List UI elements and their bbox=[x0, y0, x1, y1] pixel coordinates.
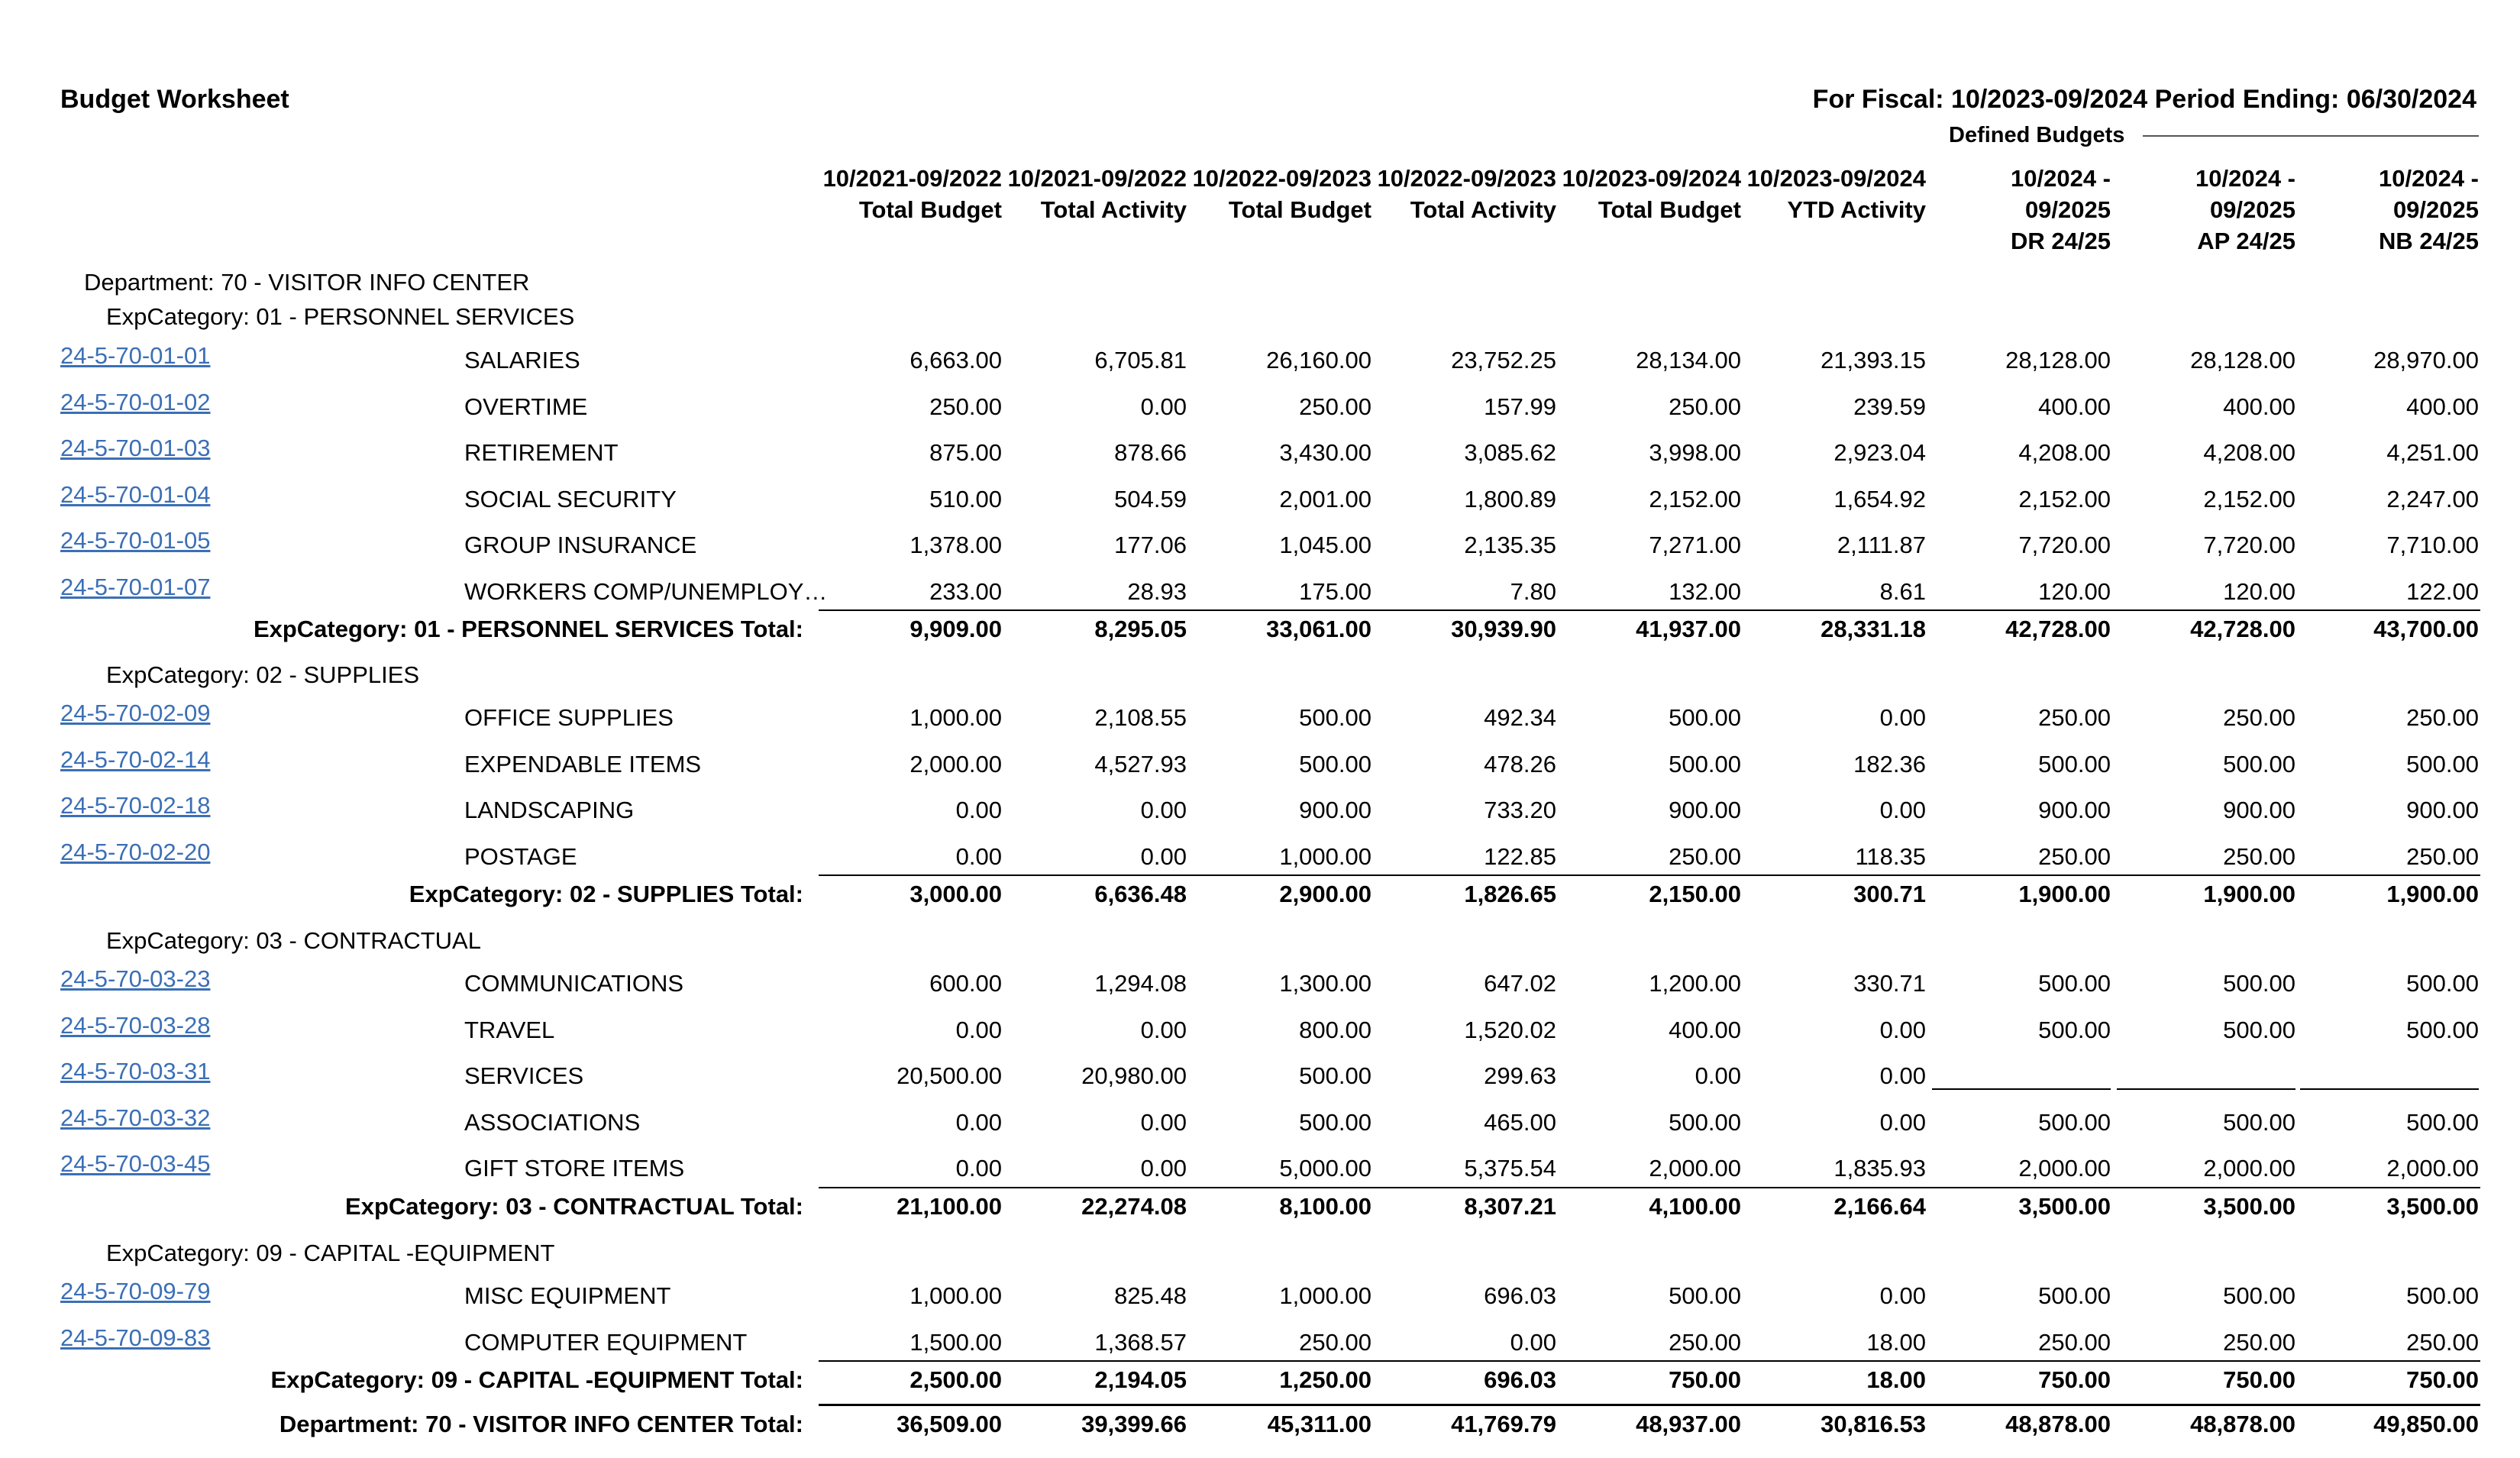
category-total-amount: 21,100.00 bbox=[897, 1193, 1002, 1220]
amount-cell: 23,752.25 bbox=[1451, 347, 1556, 373]
amount-cell: 1,654.92 bbox=[1833, 485, 1926, 512]
category-total-rule bbox=[819, 1187, 2480, 1188]
amount-cell: 0.00 bbox=[1879, 797, 1926, 824]
department-total-label: Department: 70 - VISITOR INFO CENTER Total: bbox=[279, 1411, 803, 1437]
department-total-rule bbox=[819, 1404, 2480, 1406]
column-header-line2: 09/2025 bbox=[2024, 196, 2111, 223]
account-link[interactable]: 24-5-70-01-01 bbox=[60, 342, 211, 369]
amount-cell: 250.00 bbox=[1299, 1328, 1371, 1356]
amount-cell: 500.00 bbox=[2406, 1282, 2479, 1309]
amount-cell: 500.00 bbox=[2038, 750, 2111, 777]
department-total-amount: 36,509.00 bbox=[897, 1411, 1002, 1437]
category-total-amount: 8,307.21 bbox=[1464, 1193, 1556, 1220]
column-header-line1: 10/2023-09/2024 bbox=[1562, 165, 1741, 192]
amount-cell: 2,108.55 bbox=[1094, 704, 1187, 731]
line-item-description: SOCIAL SECURITY bbox=[464, 485, 677, 512]
amount-cell: 157.99 bbox=[1484, 393, 1556, 420]
amount-cell: 478.26 bbox=[1484, 750, 1556, 777]
amount-cell: 1,000.00 bbox=[1279, 842, 1371, 870]
category-total-amount: 2,166.64 bbox=[1833, 1193, 1926, 1220]
amount-cell: 2,923.04 bbox=[1833, 439, 1926, 467]
amount-cell: 0.00 bbox=[1140, 842, 1187, 870]
line-item-description: OVERTIME bbox=[464, 393, 588, 420]
amount-cell: 1,300.00 bbox=[1279, 970, 1371, 997]
amount-cell: 900.00 bbox=[1669, 797, 1741, 824]
amount-cell: 0.00 bbox=[1510, 1328, 1556, 1356]
amount-cell: 0.00 bbox=[1879, 704, 1926, 731]
amount-cell: 0.00 bbox=[1140, 393, 1187, 420]
department-total-amount: 48,937.00 bbox=[1636, 1411, 1741, 1437]
amount-cell: 5,375.54 bbox=[1464, 1155, 1556, 1182]
amount-cell: 21,393.15 bbox=[1821, 347, 1926, 373]
fiscal-period: For Fiscal: 10/2023-09/2024 Period Ending: 06/30/2024 bbox=[1812, 85, 2476, 114]
amount-cell: 2,152.00 bbox=[2203, 485, 2295, 512]
amount-cell: 1,000.00 bbox=[909, 1282, 1002, 1309]
amount-cell: 0.00 bbox=[955, 1155, 1002, 1182]
amount-cell: 0.00 bbox=[955, 1108, 1002, 1136]
column-header-line1: 10/2021-09/2022 bbox=[1007, 165, 1187, 192]
category-total-amount: 9,909.00 bbox=[909, 616, 1002, 642]
amount-cell: 500.00 bbox=[2038, 1108, 2111, 1136]
amount-cell: 2,111.87 bbox=[1837, 532, 1926, 559]
category-total-amount: 33,061.00 bbox=[1266, 616, 1371, 642]
line-item-description: COMPUTER EQUIPMENT bbox=[464, 1328, 748, 1356]
amount-cell: 250.00 bbox=[929, 393, 1002, 420]
category-total-amount: 22,274.08 bbox=[1081, 1193, 1187, 1220]
amount-cell: 465.00 bbox=[1484, 1108, 1556, 1136]
department-label: Department: 70 - VISITOR INFO CENTER bbox=[84, 269, 530, 296]
category-total-amount: 30,939.90 bbox=[1451, 616, 1556, 642]
account-link[interactable]: 24-5-70-02-18 bbox=[60, 792, 211, 820]
line-item-description: SERVICES bbox=[464, 1062, 584, 1090]
amount-cell: 3,998.00 bbox=[1649, 439, 1741, 467]
category-total-amount: 750.00 bbox=[2223, 1366, 2295, 1393]
department-total-amount: 30,816.53 bbox=[1821, 1411, 1926, 1437]
category-total-amount: 300.71 bbox=[1853, 881, 1926, 907]
amount-cell: 0.00 bbox=[955, 797, 1002, 824]
account-link[interactable]: 24-5-70-02-20 bbox=[60, 838, 211, 865]
column-header-line3: DR 24/25 bbox=[2011, 228, 2111, 254]
amount-cell: 500.00 bbox=[2223, 1282, 2295, 1309]
department-total-amount: 49,850.00 bbox=[2373, 1411, 2479, 1437]
amount-cell: 875.00 bbox=[929, 439, 1002, 467]
amount-cell: 900.00 bbox=[2223, 797, 2295, 824]
account-link[interactable]: 24-5-70-01-04 bbox=[60, 480, 211, 508]
line-item-description: WORKERS COMP/UNEMPLOY… bbox=[464, 578, 828, 605]
category-total-label: ExpCategory: 03 - CONTRACTUAL Total: bbox=[345, 1193, 803, 1220]
amount-cell: 177.06 bbox=[1114, 532, 1187, 559]
amount-cell: 500.00 bbox=[2223, 1108, 2295, 1136]
amount-cell: 122.85 bbox=[1484, 842, 1556, 870]
line-item-description: GROUP INSURANCE bbox=[464, 532, 697, 559]
amount-cell: 492.34 bbox=[1484, 704, 1556, 731]
amount-cell: 500.00 bbox=[2406, 970, 2479, 997]
amount-cell: 900.00 bbox=[1299, 797, 1371, 824]
category-total-rule bbox=[819, 609, 2480, 611]
category-total-amount: 1,900.00 bbox=[2386, 881, 2479, 907]
amount-cell: 0.00 bbox=[955, 842, 1002, 870]
amount-cell: 2,000.00 bbox=[909, 750, 1002, 777]
amount-cell: 800.00 bbox=[1299, 1016, 1371, 1043]
amount-cell: 500.00 bbox=[2406, 1016, 2479, 1043]
account-link[interactable]: 24-5-70-02-09 bbox=[60, 700, 211, 726]
amount-cell: 4,527.93 bbox=[1094, 750, 1187, 777]
blank-entry-line bbox=[2300, 1088, 2479, 1090]
category-total-amount: 1,900.00 bbox=[2203, 881, 2295, 907]
amount-cell: 1,835.93 bbox=[1833, 1155, 1926, 1182]
line-item-description: EXPENDABLE ITEMS bbox=[464, 750, 702, 777]
account-link[interactable]: 24-5-70-01-03 bbox=[60, 435, 211, 462]
column-header-line1: 10/2021-09/2022 bbox=[822, 165, 1002, 192]
amount-cell: 500.00 bbox=[1299, 704, 1371, 731]
account-link[interactable]: 24-5-70-09-79 bbox=[60, 1278, 211, 1304]
department-total-amount: 39,399.66 bbox=[1081, 1411, 1187, 1437]
amount-cell: 18.00 bbox=[1866, 1328, 1926, 1356]
department-total-amount: 48,878.00 bbox=[2005, 1411, 2111, 1437]
amount-cell: 500.00 bbox=[2223, 1016, 2295, 1043]
amount-cell: 250.00 bbox=[1669, 1328, 1741, 1356]
amount-cell: 500.00 bbox=[2223, 750, 2295, 777]
amount-cell: 500.00 bbox=[2038, 1282, 2111, 1309]
category-total-amount: 41,937.00 bbox=[1636, 616, 1741, 642]
amount-cell: 2,247.00 bbox=[2386, 485, 2479, 512]
amount-cell: 239.59 bbox=[1853, 393, 1926, 420]
amount-cell: 400.00 bbox=[2223, 393, 2295, 420]
category-total-amount: 3,000.00 bbox=[909, 881, 1002, 907]
column-header-line2: YTD Activity bbox=[1787, 196, 1926, 223]
blank-entry-line bbox=[1932, 1088, 2111, 1090]
amount-cell: 1,500.00 bbox=[909, 1328, 1002, 1356]
amount-cell: 733.20 bbox=[1484, 797, 1556, 824]
category-total-amount: 696.03 bbox=[1484, 1366, 1556, 1393]
amount-cell: 500.00 bbox=[2038, 970, 2111, 997]
column-header-line2: Total Activity bbox=[1410, 196, 1556, 223]
amount-cell: 120.00 bbox=[2223, 578, 2295, 605]
category-total-amount: 2,194.05 bbox=[1094, 1366, 1187, 1393]
line-item-description: RETIREMENT bbox=[464, 439, 619, 467]
category-total-amount: 3,500.00 bbox=[2203, 1193, 2295, 1220]
category-total-rule bbox=[819, 1360, 2480, 1362]
defined-budgets-label: Defined Budgets bbox=[1949, 123, 2125, 147]
line-item-description: POSTAGE bbox=[464, 842, 577, 870]
amount-cell: 330.71 bbox=[1853, 970, 1926, 997]
amount-cell: 500.00 bbox=[1669, 1108, 1741, 1136]
amount-cell: 0.00 bbox=[1140, 797, 1187, 824]
report-title: Budget Worksheet bbox=[60, 85, 289, 114]
category-total-amount: 750.00 bbox=[2406, 1366, 2479, 1393]
account-link[interactable]: 24-5-70-03-31 bbox=[60, 1058, 211, 1085]
category-label: ExpCategory: 03 - CONTRACTUAL bbox=[106, 927, 481, 954]
category-total-amount: 42,728.00 bbox=[2190, 616, 2295, 642]
amount-cell: 7,720.00 bbox=[2203, 532, 2295, 559]
amount-cell: 2,152.00 bbox=[2018, 485, 2111, 512]
amount-cell: 7,720.00 bbox=[2018, 532, 2111, 559]
amount-cell: 500.00 bbox=[1299, 750, 1371, 777]
amount-cell: 500.00 bbox=[1669, 750, 1741, 777]
blank-entry-line bbox=[2117, 1088, 2295, 1090]
line-item-description: SALARIES bbox=[464, 347, 580, 373]
department-total-amount: 45,311.00 bbox=[1267, 1411, 1371, 1437]
amount-cell: 504.59 bbox=[1114, 485, 1187, 512]
column-header-line2: 09/2025 bbox=[2209, 196, 2295, 223]
amount-cell: 2,135.35 bbox=[1464, 532, 1556, 559]
amount-cell: 7,710.00 bbox=[2386, 532, 2479, 559]
amount-cell: 400.00 bbox=[1669, 1016, 1741, 1043]
amount-cell: 5,000.00 bbox=[1279, 1155, 1371, 1182]
amount-cell: 500.00 bbox=[1669, 704, 1741, 731]
amount-cell bbox=[2111, 1061, 2295, 1091]
amount-cell: 500.00 bbox=[2038, 1016, 2111, 1043]
column-header-line2: Total Budget bbox=[1228, 196, 1371, 223]
line-item-description: GIFT STORE ITEMS bbox=[464, 1155, 685, 1182]
amount-cell: 647.02 bbox=[1484, 970, 1556, 997]
amount-cell: 1,045.00 bbox=[1279, 532, 1371, 559]
category-label: ExpCategory: 02 - SUPPLIES bbox=[106, 661, 420, 688]
amount-cell: 122.00 bbox=[2406, 578, 2479, 605]
category-total-amount: 4,100.00 bbox=[1649, 1193, 1741, 1220]
amount-cell: 3,430.00 bbox=[1279, 439, 1371, 467]
amount-cell: 132.00 bbox=[1669, 578, 1741, 605]
category-total-amount: 750.00 bbox=[2038, 1366, 2111, 1393]
category-total-amount: 42,728.00 bbox=[2005, 616, 2111, 642]
column-header-line2: Total Budget bbox=[858, 196, 1002, 223]
amount-cell: 1,520.02 bbox=[1464, 1016, 1556, 1043]
amount-cell: 28,970.00 bbox=[2373, 347, 2479, 373]
amount-cell: 250.00 bbox=[2406, 704, 2479, 731]
amount-cell: 2,001.00 bbox=[1279, 485, 1371, 512]
account-link[interactable]: 24-5-70-03-28 bbox=[60, 1011, 211, 1039]
amount-cell: 4,251.00 bbox=[2386, 439, 2479, 467]
amount-cell: 500.00 bbox=[1299, 1062, 1371, 1090]
amount-cell bbox=[2294, 1061, 2479, 1091]
category-total-amount: 2,150.00 bbox=[1649, 881, 1741, 907]
column-header-line1: 10/2024 - bbox=[2195, 165, 2295, 192]
amount-cell: 20,500.00 bbox=[897, 1062, 1002, 1090]
amount-cell: 1,000.00 bbox=[909, 704, 1002, 731]
amount-cell: 250.00 bbox=[1669, 393, 1741, 420]
department-total-amount: 48,878.00 bbox=[2190, 1411, 2295, 1437]
category-label: ExpCategory: 01 - PERSONNEL SERVICES bbox=[106, 303, 575, 330]
amount-cell: 8.61 bbox=[1879, 578, 1926, 605]
defined-budgets-rule bbox=[2143, 135, 2479, 137]
category-total-amount: 43,700.00 bbox=[2373, 616, 2479, 642]
amount-cell: 1,200.00 bbox=[1649, 970, 1741, 997]
column-header-line1: 10/2022-09/2023 bbox=[1192, 165, 1371, 192]
account-link[interactable]: 24-5-70-02-14 bbox=[60, 745, 211, 773]
amount-cell: 1,800.89 bbox=[1464, 485, 1556, 512]
amount-cell: 299.63 bbox=[1484, 1062, 1556, 1090]
amount-cell: 0.00 bbox=[1879, 1016, 1926, 1043]
category-total-label: ExpCategory: 01 - PERSONNEL SERVICES Total: bbox=[253, 616, 803, 642]
amount-cell: 120.00 bbox=[2038, 578, 2111, 605]
amount-cell: 900.00 bbox=[2038, 797, 2111, 824]
category-total-amount: 28,331.18 bbox=[1821, 616, 1926, 642]
amount-cell: 28.93 bbox=[1127, 578, 1187, 605]
amount-cell: 6,705.81 bbox=[1094, 347, 1187, 373]
amount-cell: 2,000.00 bbox=[2386, 1155, 2479, 1182]
line-item-description: LANDSCAPING bbox=[464, 797, 635, 824]
amount-cell: 825.48 bbox=[1114, 1282, 1187, 1309]
amount-cell: 400.00 bbox=[2406, 393, 2479, 420]
amount-cell: 0.00 bbox=[1140, 1016, 1187, 1043]
amount-cell: 2,000.00 bbox=[2018, 1155, 2111, 1182]
account-link[interactable]: 24-5-70-01-02 bbox=[60, 388, 211, 415]
amount-cell: 7.80 bbox=[1510, 578, 1556, 605]
amount-cell: 510.00 bbox=[929, 485, 1002, 512]
account-link[interactable]: 24-5-70-01-07 bbox=[60, 574, 211, 600]
account-link[interactable]: 24-5-70-03-23 bbox=[60, 965, 211, 992]
category-total-amount: 8,100.00 bbox=[1279, 1193, 1371, 1220]
category-total-amount: 750.00 bbox=[1669, 1366, 1741, 1393]
amount-cell: 500.00 bbox=[2406, 1108, 2479, 1136]
amount-cell: 4,208.00 bbox=[2203, 439, 2295, 467]
column-header-line1: 10/2022-09/2023 bbox=[1377, 165, 1556, 192]
category-total-amount: 8,295.05 bbox=[1094, 616, 1187, 642]
amount-cell: 28,128.00 bbox=[2005, 347, 2111, 373]
amount-cell: 900.00 bbox=[2406, 797, 2479, 824]
column-header-line2: Total Activity bbox=[1040, 196, 1187, 223]
amount-cell: 250.00 bbox=[2223, 1328, 2295, 1356]
amount-cell: 26,160.00 bbox=[1266, 347, 1371, 373]
amount-cell: 500.00 bbox=[1669, 1282, 1741, 1309]
amount-cell: 250.00 bbox=[1299, 393, 1371, 420]
amount-cell: 400.00 bbox=[2038, 393, 2111, 420]
amount-cell: 1,368.57 bbox=[1094, 1328, 1187, 1356]
line-item-description: OFFICE SUPPLIES bbox=[464, 704, 674, 731]
line-item-description: MISC EQUIPMENT bbox=[464, 1282, 671, 1309]
amount-cell: 0.00 bbox=[1879, 1282, 1926, 1309]
amount-cell: 250.00 bbox=[1669, 842, 1741, 870]
category-label: ExpCategory: 09 - CAPITAL -EQUIPMENT bbox=[106, 1240, 555, 1266]
amount-cell: 118.35 bbox=[1855, 842, 1926, 870]
amount-cell: 2,000.00 bbox=[1649, 1155, 1741, 1182]
amount-cell: 28,128.00 bbox=[2190, 347, 2295, 373]
amount-cell: 0.00 bbox=[955, 1016, 1002, 1043]
amount-cell: 233.00 bbox=[929, 578, 1002, 605]
amount-cell: 6,663.00 bbox=[909, 347, 1002, 373]
amount-cell: 20,980.00 bbox=[1081, 1062, 1187, 1090]
amount-cell: 1,000.00 bbox=[1279, 1282, 1371, 1309]
amount-cell: 250.00 bbox=[2406, 1328, 2479, 1356]
amount-cell: 696.03 bbox=[1484, 1282, 1556, 1309]
amount-cell: 2,000.00 bbox=[2203, 1155, 2295, 1182]
amount-cell: 7,271.00 bbox=[1649, 532, 1741, 559]
column-header-line3: AP 24/25 bbox=[2197, 228, 2295, 254]
amount-cell: 0.00 bbox=[1695, 1062, 1741, 1090]
amount-cell: 1,378.00 bbox=[909, 532, 1002, 559]
column-header-line3: NB 24/25 bbox=[2379, 228, 2479, 254]
amount-cell: 0.00 bbox=[1140, 1155, 1187, 1182]
line-item-description: ASSOCIATIONS bbox=[464, 1108, 641, 1136]
amount-cell: 3,085.62 bbox=[1464, 439, 1556, 467]
department-total-amount: 41,769.79 bbox=[1451, 1411, 1556, 1437]
amount-cell: 250.00 bbox=[2406, 842, 2479, 870]
column-header-line1: 10/2024 - bbox=[2379, 165, 2479, 192]
account-link[interactable]: 24-5-70-01-05 bbox=[60, 527, 211, 554]
category-total-amount: 18.00 bbox=[1866, 1366, 1926, 1393]
account-link[interactable]: 24-5-70-09-83 bbox=[60, 1324, 211, 1351]
category-total-amount: 2,500.00 bbox=[909, 1366, 1002, 1393]
amount-cell: 182.36 bbox=[1853, 750, 1926, 777]
category-total-label: ExpCategory: 02 - SUPPLIES Total: bbox=[409, 881, 803, 907]
category-total-amount: 3,500.00 bbox=[2018, 1193, 2111, 1220]
amount-cell: 500.00 bbox=[2406, 750, 2479, 777]
category-total-amount: 1,826.65 bbox=[1464, 881, 1556, 907]
amount-cell: 4,208.00 bbox=[2018, 439, 2111, 467]
amount-cell: 250.00 bbox=[2223, 842, 2295, 870]
column-header-line1: 10/2023-09/2024 bbox=[1746, 165, 1926, 192]
amount-cell: 0.00 bbox=[1140, 1108, 1187, 1136]
amount-cell: 28,134.00 bbox=[1636, 347, 1741, 373]
amount-cell: 175.00 bbox=[1299, 578, 1371, 605]
category-total-amount: 3,500.00 bbox=[2386, 1193, 2479, 1220]
category-total-amount: 1,250.00 bbox=[1279, 1366, 1371, 1393]
category-total-amount: 6,636.48 bbox=[1094, 881, 1187, 907]
line-item-description: TRAVEL bbox=[464, 1016, 555, 1043]
account-link[interactable]: 24-5-70-03-45 bbox=[60, 1150, 211, 1178]
amount-cell: 500.00 bbox=[2223, 970, 2295, 997]
amount-cell bbox=[1926, 1061, 2111, 1091]
amount-cell: 250.00 bbox=[2038, 1328, 2111, 1356]
amount-cell: 0.00 bbox=[1879, 1062, 1926, 1090]
account-link[interactable]: 24-5-70-03-32 bbox=[60, 1104, 211, 1131]
amount-cell: 2,152.00 bbox=[1649, 485, 1741, 512]
amount-cell: 600.00 bbox=[929, 970, 1002, 997]
amount-cell: 500.00 bbox=[1299, 1108, 1371, 1136]
column-header-line2: 09/2025 bbox=[2392, 196, 2479, 223]
amount-cell: 0.00 bbox=[1879, 1108, 1926, 1136]
amount-cell: 250.00 bbox=[2038, 842, 2111, 870]
category-total-rule bbox=[819, 874, 2480, 876]
category-total-label: ExpCategory: 09 - CAPITAL -EQUIPMENT Total: bbox=[270, 1366, 803, 1393]
column-header-line1: 10/2024 - bbox=[2011, 165, 2111, 192]
category-total-amount: 1,900.00 bbox=[2018, 881, 2111, 907]
column-header-line2: Total Budget bbox=[1598, 196, 1741, 223]
amount-cell: 878.66 bbox=[1114, 439, 1187, 467]
amount-cell: 1,294.08 bbox=[1094, 970, 1187, 997]
line-item-description: COMMUNICATIONS bbox=[464, 970, 684, 997]
category-total-amount: 2,900.00 bbox=[1279, 881, 1371, 907]
amount-cell: 250.00 bbox=[2038, 704, 2111, 731]
amount-cell: 250.00 bbox=[2223, 704, 2295, 731]
